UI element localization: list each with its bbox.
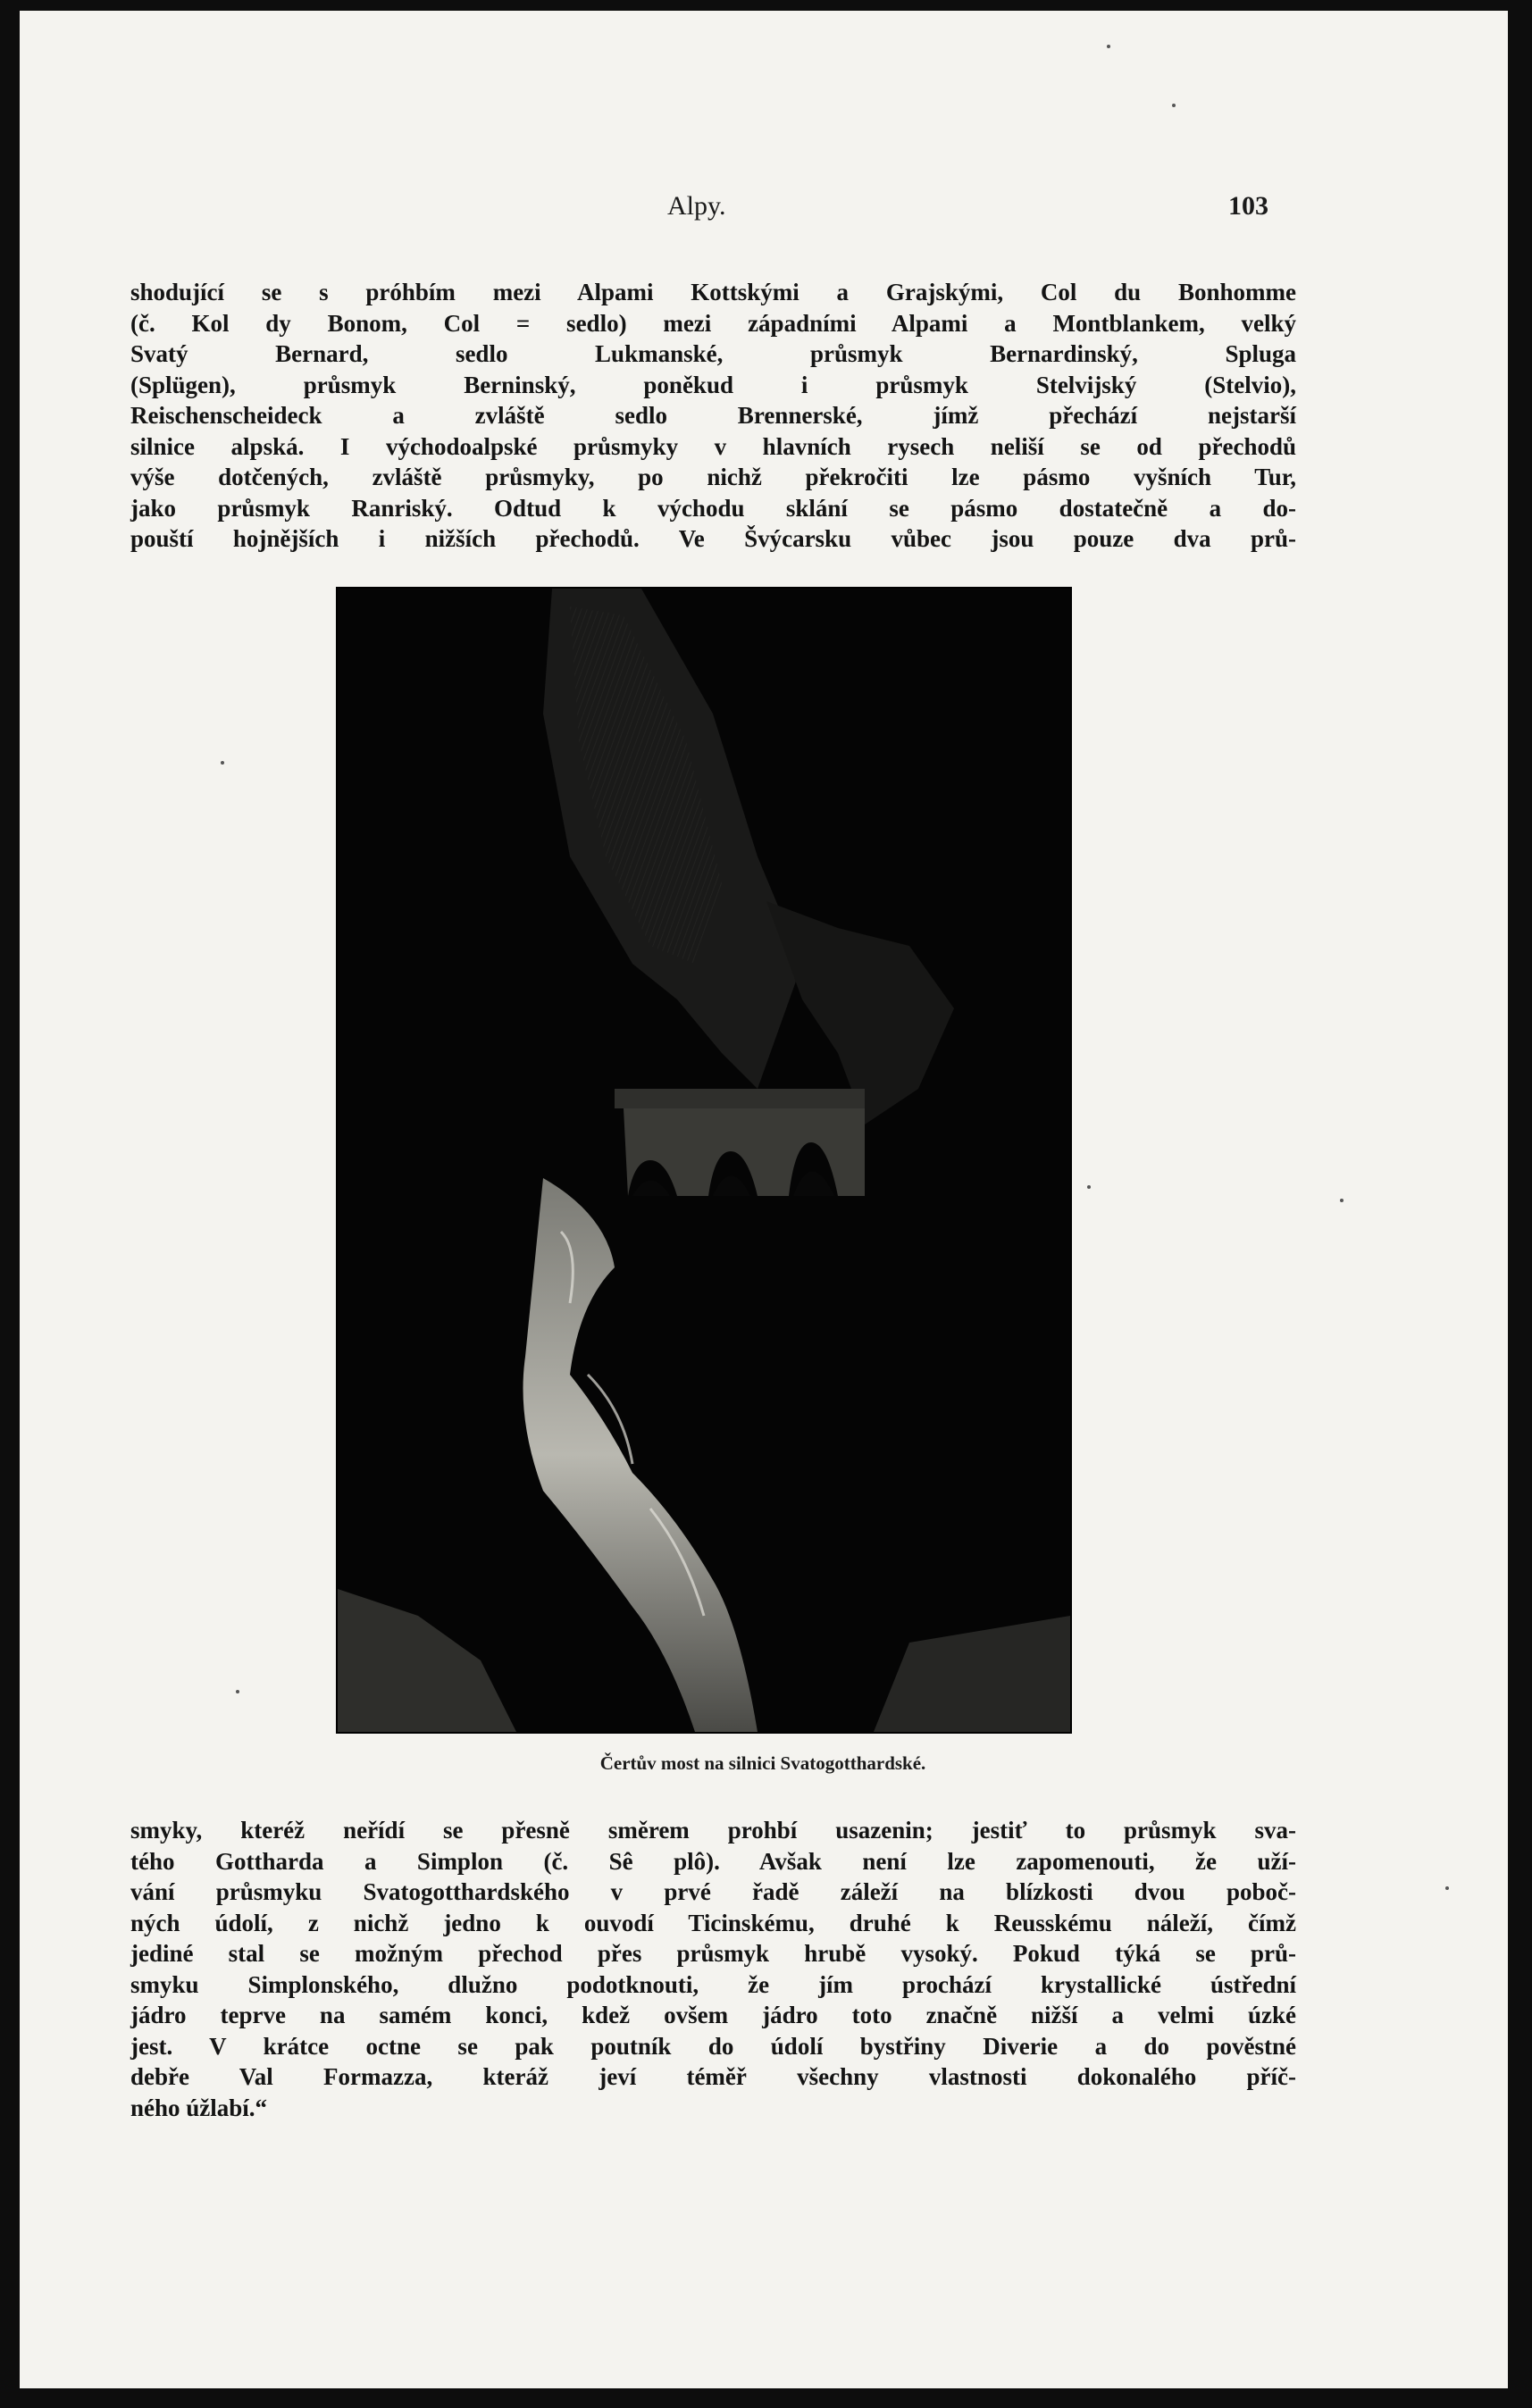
engraving-illustration [336, 587, 1072, 1734]
caption-text: Čertův most na silnici Svatogotthardské. [599, 1752, 926, 1774]
print-speck [1107, 45, 1110, 48]
text-line: tého Gottharda a Simplon (č. Sê plô). Avšak není lze zapomenouti, že uží- [130, 1847, 1296, 1875]
print-speck [1445, 1886, 1449, 1890]
page-number: 103 [1228, 191, 1268, 221]
text-line: jádro teprve na samém konci, kdež ovšem jádro toto značně nižší a velmi úzké [130, 2002, 1296, 2028]
text-line: výše dotčených, zvláště průsmyky, po nichž překročiti lze pásmo vyšních Tur, [130, 464, 1296, 490]
text-line: Reischenscheideck a zvláště sedlo Brennerské, jímž přechází nejstarší [130, 402, 1296, 429]
text-line: Svatý Bernard, sedlo Lukmanské, průsmyk Bernardinský, Spluga [130, 340, 1296, 367]
text-line: jest. V krátce octne se pak poutník do údolí bystřiny Diverie a do pověstné [130, 2032, 1296, 2060]
print-speck [1340, 1199, 1344, 1202]
page-title: Alpy. [667, 191, 726, 221]
text-line: debře Val Formazza, kteráž jeví téměř všechny vlastnosti dokonalého příč- [130, 2063, 1296, 2090]
figure-caption [20, 1752, 1508, 1775]
text-line: shodující se s próhbím mezi Alpami Kottskými a Grajskými, Col du Bonhomme [130, 279, 1296, 305]
text-line: smyku Simplonského, dlužno podotknouti, že jím prochází krystallické ústřední [130, 1970, 1296, 1998]
print-speck [1087, 1185, 1091, 1189]
print-speck [236, 1690, 239, 1693]
text-line: ných údolí, z nichž jedno k ouvodí Ticinskému, druhé k Reusskému náleží, čímž [130, 1909, 1296, 1936]
text-line: jediné stal se možným přechod přes průsmyk hrubě vysoký. Pokud týká se prů- [130, 1940, 1296, 1967]
print-speck [1172, 104, 1176, 107]
text-line: ného úžlabí.“ [130, 2094, 268, 2121]
body-text-bottom [130, 1815, 1296, 2123]
running-head [20, 180, 1508, 234]
engraving-illustration-icon [338, 589, 1070, 1732]
book-page [20, 11, 1508, 2388]
text-line: silnice alpská. I východoalpské průsmyky v hlavních rysech neliší se od přechodů [130, 432, 1296, 460]
text-line: jako průsmyk Ranriský. Odtud k východu sklání se pásmo dostatečně a do- [130, 494, 1296, 522]
text-line: (č. Kol dy Bonom, Col = sedlo) mezi západními Alpami a Montblankem, velký [130, 309, 1296, 337]
text-line: smyky, kteréž neřídí se přesně směrem prohbí usazenin; jestiť to průsmyk sva- [130, 1817, 1296, 1844]
body-text-top [130, 277, 1296, 555]
text-line: pouští hojnějších i nižších přechodů. Ve Švýcarsku vůbec jsou pouze dva prů- [130, 525, 1296, 552]
text-line: (Splügen), průsmyk Berninský, poněkud i průsmyk Stelvijský (Stelvio), [130, 371, 1296, 398]
print-speck [221, 761, 224, 765]
text-line: vání průsmyku Svatogotthardského v prvé řadě záleží na blízkosti dvou poboč- [130, 1878, 1296, 1905]
